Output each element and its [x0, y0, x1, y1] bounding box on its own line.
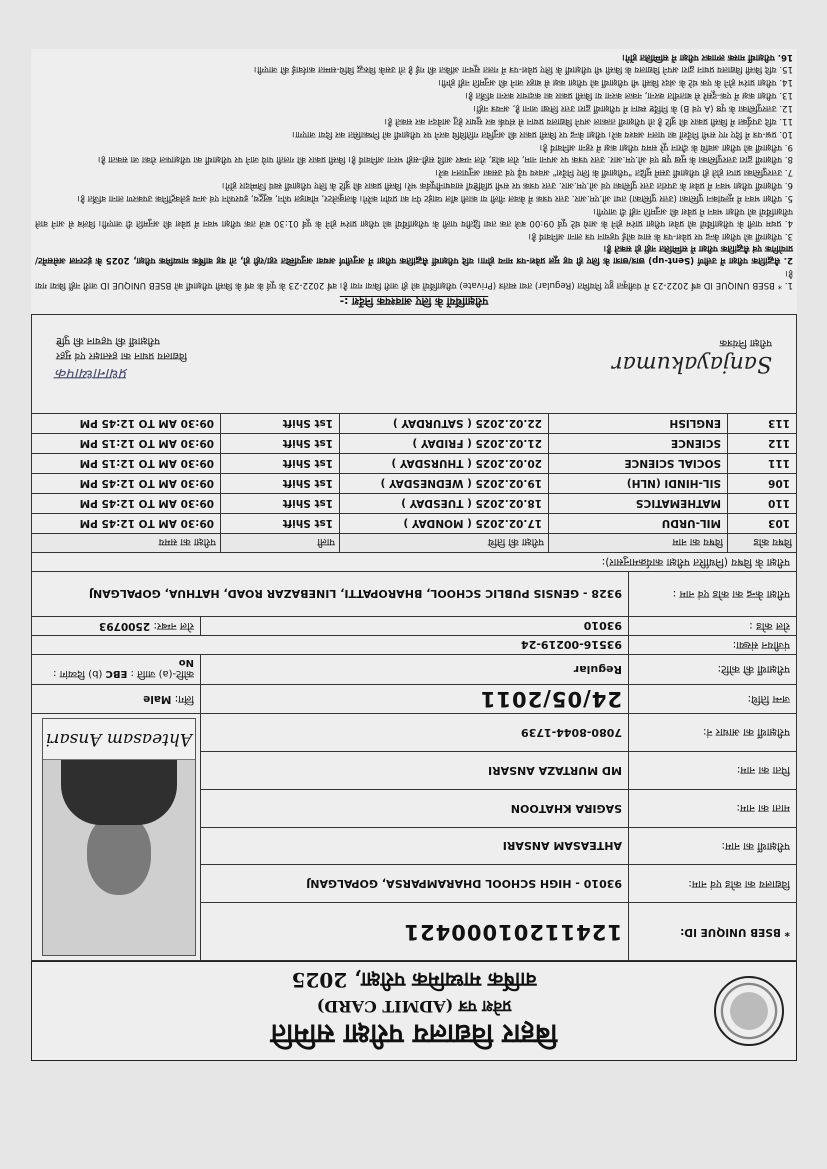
exam-shift: 1st Shift [221, 514, 340, 534]
instruction-item: 12. उत्तरपुस्तिका के पृष्ठ (A एवं B) के निर्दिष्ट स्थान में परीक्षार्थी द्वारा उत्तर लिखा जाना है, अन्यत्र नहीं। [473, 102, 793, 113]
dob-value: 24/05/2011 [201, 685, 629, 714]
subject-name: SOCIAL SCIENCE [549, 454, 728, 474]
instruction-item: 1. * BSEB UNIQUE ID वर्ष 2022-23 में पंजीकृत हुए नियमित (Regular) तथा स्वतंत्र (Private) परीक्षार्थियों को ही जारी किया गया है। वर्ष 2022-23 के पूर्व के वर्ष के किसी परीक्षार्थी को BSEB UNIQUE ID जारी नहीं किया गया है। [35, 268, 793, 290]
unique-id-value: 12411201000421 [201, 903, 629, 961]
student-name-value: AHTEASAM ANSARI [201, 827, 629, 865]
subject-code: 106 [728, 474, 797, 494]
instruction-item: 15. यदि किसी विद्यालय प्रधान द्वारा अपने विद्यालय के किसी भी परीक्षार्थी के लिए प्रवेश-पत्र में गलत सूचना अंकित की गई है तो उसके विरुद्ध विधि-सम्मत कार्रवाई की जाएगी। [253, 64, 793, 75]
exam-shift: 1st Shift [221, 434, 340, 454]
controller-signature-block [612, 337, 772, 376]
schedule-row [32, 454, 797, 474]
father-name-value: MD MURTAZA ANSARI [201, 751, 629, 789]
controller-signature: Sanjayakumar [612, 351, 772, 376]
instruction-item: 5. परीक्षा भवन में मूल्यांकन पुस्तिका (उत्तर पुस्तिका) तथा ओ.एम.आर. उत्तर पत्रक में केवल नीली या काली बॉल प्वाइंट पेन का प्रयोग करेंगे। कैलकुलेटर, मोबाइल फोन, ब्लूटूथ, इयरफोन एवं अन्य इलेक्ट्रॉनिक उपकरण लाना वर्जित है। [77, 192, 793, 203]
school-stamp: प्रधानाध्यापक [56, 365, 129, 384]
photo-cell [32, 714, 201, 961]
subject-name: MATHEMATICS [549, 494, 728, 514]
instruction-item: 4. प्रथम पाली के परीक्षार्थियों को प्रवेश परीक्षा प्रारंभ होने के आधे घंटे पूर्व 09:00 बजे तक तथा द्वितीय पाली के परीक्षार्थियों को परीक्षा प्रारंभ होने के पूर्व 01:30 बजे तक परीक्षा भवन में प्रवेश की अनुमति दी जाएगी। विलंब से आने वाले परीक्षार्थियों को परीक्षा भवन में प्रवेश की अनुमति नहीं दी जाएगी। [35, 205, 793, 228]
subject-name: ENGLISH [549, 414, 728, 434]
head-signature-note: विद्यालय प्रधान का हस्ताक्षर एवं मुहर [56, 350, 187, 361]
gender-value: Male [143, 693, 172, 705]
instruction-item: 10. प्रश्न-पत्र में दिए गए सभी निर्देशों का पालन अवश्य करें। परीक्षा केन्द्र पर किसी प्रकार की अनुचित गतिविधि करने पर परीक्षार्थी को निष्कासित कर दिया जाएगा। [291, 128, 793, 139]
centre-value: 9328 - GENSIS PUBLIC SCHOOL, BHAROPATTI, LINEBAZAR ROAD, HATHUA, GOPALGANJ [32, 572, 629, 617]
instruction-item: 11. यदि उपर्युक्त में किसी प्रकार की त्रुटि है तो परीक्षार्थी तत्काल अपने विद्यालय प्रधान से संपर्क कर सुधार हेतु आवेदन कर सकते हैं। [384, 115, 793, 126]
instruction-item: 14. परीक्षा प्रारंभ होने के एक घंटे के अंदर किसी भी परीक्षार्थी को परीक्षा कक्ष से बाहर जाने की अनुमति नहीं होगी। [438, 77, 793, 88]
schedule-header-subject: विषय का नाम [549, 534, 728, 553]
subject-name: SCIENCE [549, 434, 728, 454]
candidate-details-table [31, 553, 797, 961]
instruction-item: 3. परीक्षार्थी को परीक्षा केन्द्र पर प्रवेश-पत्र के साथ कोई पहचान पत्र लाना अनिवार्य है। [528, 230, 793, 241]
schedule-row [32, 514, 797, 534]
photo-face [87, 815, 151, 895]
unique-id-label: * BSEB UNIQUE ID: [629, 903, 797, 961]
identity-confirmation-note: परीक्षार्थी की पहचान की पुष्टि [56, 335, 160, 346]
signature-section [31, 314, 797, 413]
exam-date: 22.02.2025 ( SATURDAY ) [340, 414, 549, 434]
schedule-header-time: परीक्षा का समय [32, 534, 221, 553]
instructions-list [31, 50, 797, 290]
exam-shift: 1st Shift [221, 414, 340, 434]
schedule-row [32, 474, 797, 494]
category-label: परीक्षार्थी की कोटि: [629, 655, 797, 685]
subject-code: 113 [728, 414, 797, 434]
exam-shift: 1st Shift [221, 454, 340, 474]
aadhaar-label: परीक्षार्थी का आधार नं: [629, 714, 797, 752]
registration-label: पंजीयन संख्या: [629, 636, 797, 655]
school-value: 93010 - HIGH SCHOOL DHARAMPARSA, GOPALGANJ [201, 865, 629, 903]
exam-date: 18.02.2025 ( TUESDAY ) [340, 494, 549, 514]
dob-label: जन्म तिथि: [629, 685, 797, 714]
caste-cell [32, 655, 201, 685]
father-name-label: पिता का नाम: [629, 751, 797, 789]
schedule-header-shift: पाली [221, 534, 340, 553]
controller-title: परीक्षा नियंत्रक [719, 337, 772, 348]
exam-time: 09:30 AM TO 12:45 PM [32, 414, 221, 434]
schedule-row [32, 494, 797, 514]
exam-date: 21.02.2025 ( FRIDAY ) [340, 434, 549, 454]
instructions-title: परीक्षार्थियों के लिए आवश्यक निर्देश :- [339, 295, 489, 307]
admit-card-header [31, 961, 797, 1061]
aadhaar-value: 7080-8044-1739 [201, 714, 629, 752]
subject-code: 110 [728, 494, 797, 514]
gender-label: लिंग: [174, 693, 194, 705]
exam-shift: 1st Shift [221, 474, 340, 494]
subject-code: 111 [728, 454, 797, 474]
exam-date: 19.02.2025 ( WEDNESDAY ) [340, 474, 549, 494]
schedule-row [32, 434, 797, 454]
head-signature-block [56, 333, 187, 386]
schedule-header-date: परीक्षा की तिथि [340, 534, 549, 553]
candidate-signature: Ahteasam Ansari [43, 719, 195, 760]
school-label: विद्यालय का कोड एवं नाम: [629, 865, 797, 903]
instruction-item: 2. सैद्धांतिक परीक्षा में उत्तीर्ण (Sent-up) छात्र/छात्रा के लिए ही यह मूल प्रवेश-पत्र मान्य होगा। यदि परीक्षार्थी सैद्धांतिक परीक्षा में अनुत्तीर्ण अथवा अनुपस्थित रहा/रही हो, तो वह वार्षिक माध्यमिक परीक्षा, 2025 के इंटरनल असेसमेंट/प्रायोगिक एवं सैद्धांतिक परीक्षा में सम्मिलित नहीं हो सकते हैं। [35, 243, 793, 266]
exam-time: 09:30 AM TO 12:15 PM [32, 434, 221, 454]
exam-time: 09:30 AM TO 12:45 PM [32, 474, 221, 494]
board-title: बिहार विद्यालय परीक्षा समिति [270, 1018, 558, 1049]
subject-name: MIL-URDU [549, 514, 728, 534]
roll-code-label: रोल कोड : [629, 617, 797, 636]
caste-value: EBC [105, 668, 128, 679]
roll-no-label: रोल नम्बर: [153, 620, 194, 632]
instruction-item: 6. परीक्षार्थी परीक्षा भवन में प्रवेश के उपरांत उत्तर पुस्तिका एवं ओ.एम.आर. उत्तर पत्रक पर सभी प्रविष्टियाँ सावधानीपूर्वक भरें। किसी प्रकार की त्रुटि के लिए परीक्षार्थी स्वयं जिम्मेदार होंगे। [221, 180, 793, 191]
exam-time: 09:30 AM TO 12:45 PM [32, 514, 221, 534]
subject-name: SIL-HINDI (NLH) [549, 474, 728, 494]
exam-time: 09:30 AM TO 12:15 PM [32, 454, 221, 474]
exam-time: 09:30 AM TO 12:45 PM [32, 494, 221, 514]
instruction-item: 9. परीक्षार्थी को परीक्षा अवधि के दौरान पूरे समय परीक्षा कक्ष में रहना अनिवार्य है। [539, 141, 793, 152]
registration-value: 93516-00219-24 [32, 636, 629, 655]
schedule-header-code: विषय कोड [728, 534, 797, 553]
roll-code-value: 93010 [201, 617, 629, 636]
candidate-photo [42, 718, 196, 956]
gender-cell [32, 685, 201, 714]
caste-label: कोटि-(a) जाति : [130, 668, 194, 679]
exam-date: 20.02.2025 ( THURSDAY ) [340, 454, 549, 474]
subject-code: 112 [728, 434, 797, 454]
roll-no-value: 2500793 [98, 620, 151, 632]
admit-card-heading: प्रवेश पत्र (ADMIT CARD) [316, 997, 512, 1016]
exam-schedule-table [31, 413, 797, 553]
roll-no-cell [32, 617, 201, 636]
admit-card [31, 49, 797, 1061]
disability-label: (b) दिव्यांग : [53, 668, 103, 679]
disability-value: No [178, 657, 194, 668]
subjects-label: परीक्षा के विषय (निर्धारित परीक्षा कार्यक्रमानुसार): [32, 553, 797, 572]
subject-code: 103 [728, 514, 797, 534]
schedule-header-row [32, 534, 797, 553]
category-value: Regular [201, 655, 629, 685]
instruction-item: 8. परीक्षार्थी द्वारा उत्तरपुस्तिका के मुख पृष्ठ एवं ओ.एम.आर. उत्तर पत्रक पर अपना नाम, रोल कोड, रोल नम्बर आदि सही-सही भरना अनिवार्य है। किसी प्रकार की गलती पाये जाने पर परीक्षार्थी का परीक्षाफल रोका जा सकता है। [97, 154, 793, 165]
exam-title: वार्षिक माध्यमिक परीक्षा, 2025 [291, 968, 537, 992]
mother-name-label: माता का नाम: [629, 789, 797, 827]
instruction-item: 16. परीक्षार्थी मास्क लगाकर परीक्षा में सम्मिलित होंगे। [622, 51, 793, 62]
instruction-item: 13. परीक्षा कक्ष में एक-दूसरे से बातचीत करना, नकल करना या किसी प्रकार का कदाचार करना वर्जित है। [465, 90, 793, 101]
exam-date: 17.02.2025 ( MONDAY ) [340, 514, 549, 534]
centre-label: परीक्षा केन्द्र का कोड एवं नाम : [629, 572, 797, 617]
schedule-row [32, 414, 797, 434]
mother-name-value: SAGIRA KHATOON [201, 789, 629, 827]
instruction-item: 7. उत्तरपुस्तिका प्राप्त होते ही परीक्षार्थी उसमें मुद्रित "परीक्षार्थी के लिए निर्देश" अवश्य पढ़ें एवं उसका अनुपालन करें। [435, 167, 793, 178]
exam-shift: 1st Shift [221, 494, 340, 514]
student-name-label: परीक्षार्थी का नाम: [629, 827, 797, 865]
